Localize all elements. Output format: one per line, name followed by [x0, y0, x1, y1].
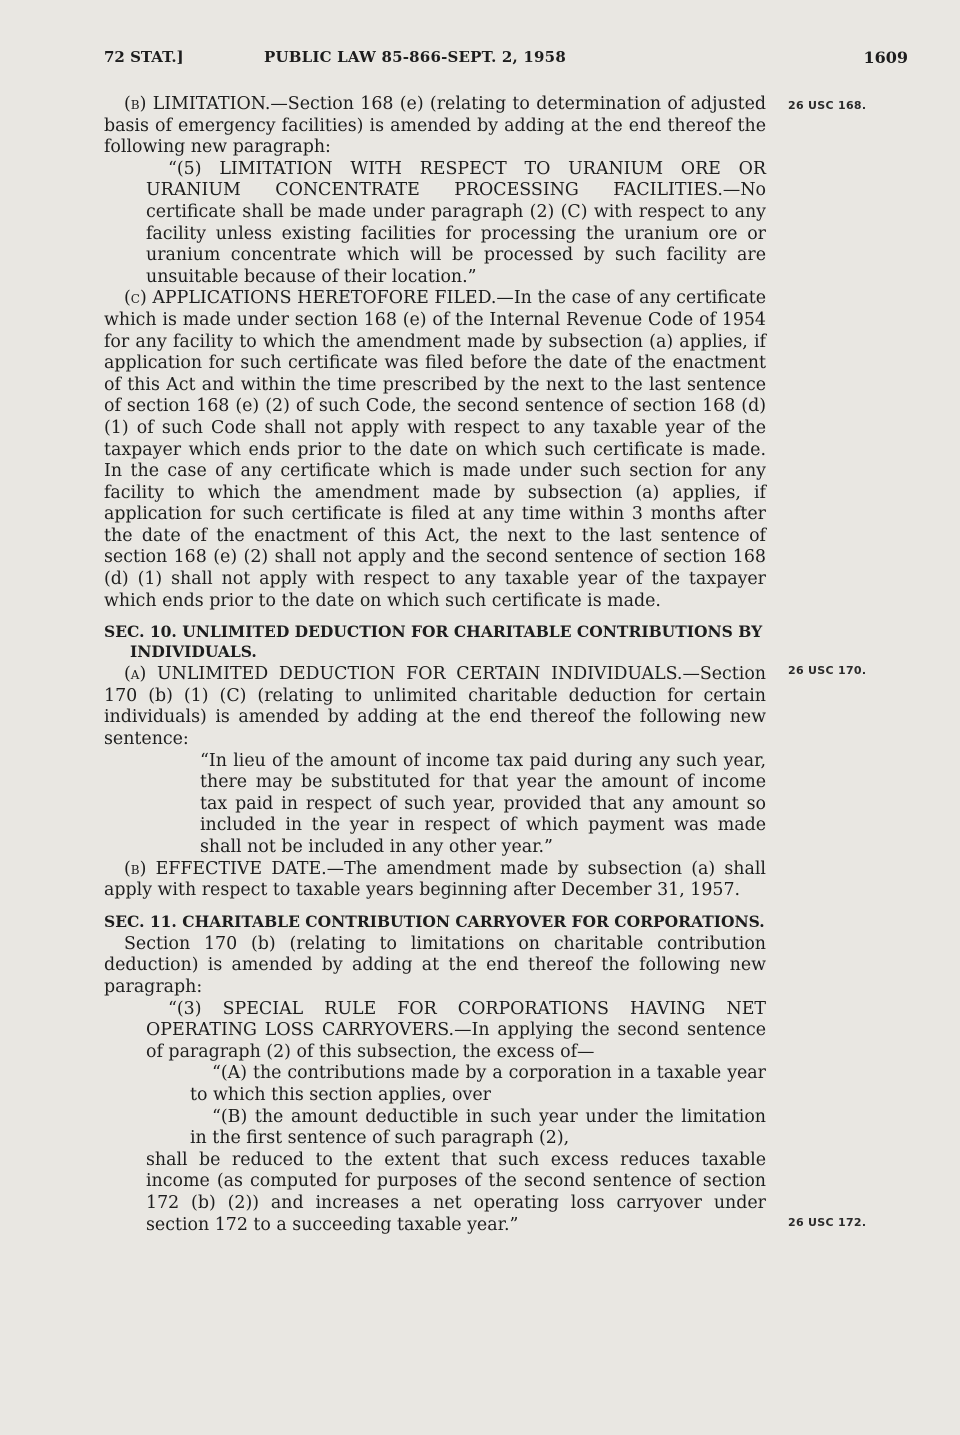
paragraph-text: —In applying the second sentence of paragraph (2) of this subsection, the excess of—: [146, 1020, 767, 1062]
paragraph-heading: “(3) SPECIAL RULE FOR CORPORATIONS HAVING NET OPERATING LOSS CARRYOVERS.: [146, 998, 766, 1041]
paragraph-text: —The amendment made by subsection (a) shall apply with respect to taxable years beginning after December 31, 1957.: [104, 858, 766, 901]
document-body: [104, 94, 766, 1236]
margin-note-usc-168: 26 USC 168.: [788, 99, 867, 112]
margin-note-usc-172: 26 USC 172.: [788, 1216, 867, 1229]
paragraph-text: —Section 170 (b) (1) (C) (relating to unlimited charitable deduction for certain individuals) is amended by adding at the end thereof the following new sentence:: [104, 664, 766, 750]
paragraph-b5-quoted: [146, 159, 766, 289]
paragraph-c-applications: [104, 288, 766, 612]
section-11-closing: shall be reduced to the extent that such excess reduces taxable income (as computed for purposes of the second sentence of section 172 (b) (2)) and increases a net operating loss carryover under section 172 to a succeeding taxable year.”: [146, 1149, 766, 1235]
statute-volume: 72 STAT.]: [104, 48, 184, 66]
section-11-heading: SEC. 11. CHARITABLE CONTRIBUTION CARRYOVER FOR CORPORATIONS.: [104, 911, 765, 931]
paragraph-heading: (c) APPLICATIONS HERETOFORE FILED.: [124, 288, 497, 309]
margin-note-usc-170: 26 USC 170.: [788, 664, 867, 677]
section-11-paragraph-3: [146, 999, 766, 1064]
section-10-subsection-b: [104, 859, 766, 902]
paragraph-heading: (b) LIMITATION.: [124, 94, 271, 114]
paragraph-text: —In the case of any certificate which is made under section 168 (e) of the Internal Revenue Code of 1954 for any facility to which the amendment made by subsection (a) applies, if application for such certificate was filed before the date of the enactment of this Act and within the time prescribed by the next to the last sentence of section 168 (e) (2) of such Code, the second sentence of section 168 (d) (1) of such Code shall not apply with respect to any taxable year of the taxpayer which ends prior to the date on which such certificate is made. In the case of any certificate which is made under such section for any facility to which the amendment made by subsection (a) applies, if application for such certificate is filed at any time within 3 months after the date of the enactment of this Act, the next to the last sentence of section 168 (e) (2) shall not apply and the second sentence of section 168 (d) (1) shall not apply with respect to any taxable year of the taxpayer which ends prior to the date on which such certificate is made.: [104, 288, 766, 611]
section-11-clause-b: “(B) the amount deductible in such year under the limitation in the first sentence of such paragraph (2),: [190, 1106, 766, 1149]
section-11-clause-a: “(A) the contributions made by a corporation in a taxable year to which this section applies, over: [190, 1063, 766, 1105]
page-number: 1609: [863, 48, 908, 67]
paragraph-b-limitation: [104, 94, 766, 159]
section-10-subsection-a: [104, 664, 766, 750]
paragraph-text: —Section 168 (e) (relating to determination of adjusted basis of emergency facilities) is amended by adding at the end thereof the following new paragraph:: [104, 94, 766, 158]
section-10-heading: SEC. 10. UNLIMITED DEDUCTION FOR CHARITABLE CONTRIBUTIONS BY INDIVIDUALS.: [104, 622, 763, 662]
paragraph-text: —No certificate shall be made under paragraph (2) (C) with respect to any facility unless existing facilities for processing the uranium ore or uranium concentrate which will be processed by such facility are unsuitable because of their location.”: [146, 180, 766, 287]
paragraph-heading: “(5) LIMITATION WITH RESPECT TO URANIUM ORE OR URANIUM CONCENTRATE PROCESSING FACILITIES.: [146, 158, 766, 201]
section-10-quoted-sentence: “In lieu of the amount of income tax paid during any such year, there may be substituted for that year the amount of income tax paid in respect of such year, provided that any amount so included in the year in respect of which payment was made shall not be included in any other year.”: [200, 750, 766, 857]
paragraph-heading: (a) UNLIMITED DEDUCTION FOR CERTAIN INDIVIDUALS.: [124, 664, 683, 685]
section-11-intro: Section 170 (b) (relating to limitations on charitable contribution deduction) is amended by adding at the end thereof the following new paragraph:: [104, 933, 766, 997]
running-header: [104, 48, 908, 74]
header-title: PUBLIC LAW 85-866-SEPT. 2, 1958: [264, 48, 566, 66]
paragraph-heading: (b) EFFECTIVE DATE.: [124, 858, 327, 879]
